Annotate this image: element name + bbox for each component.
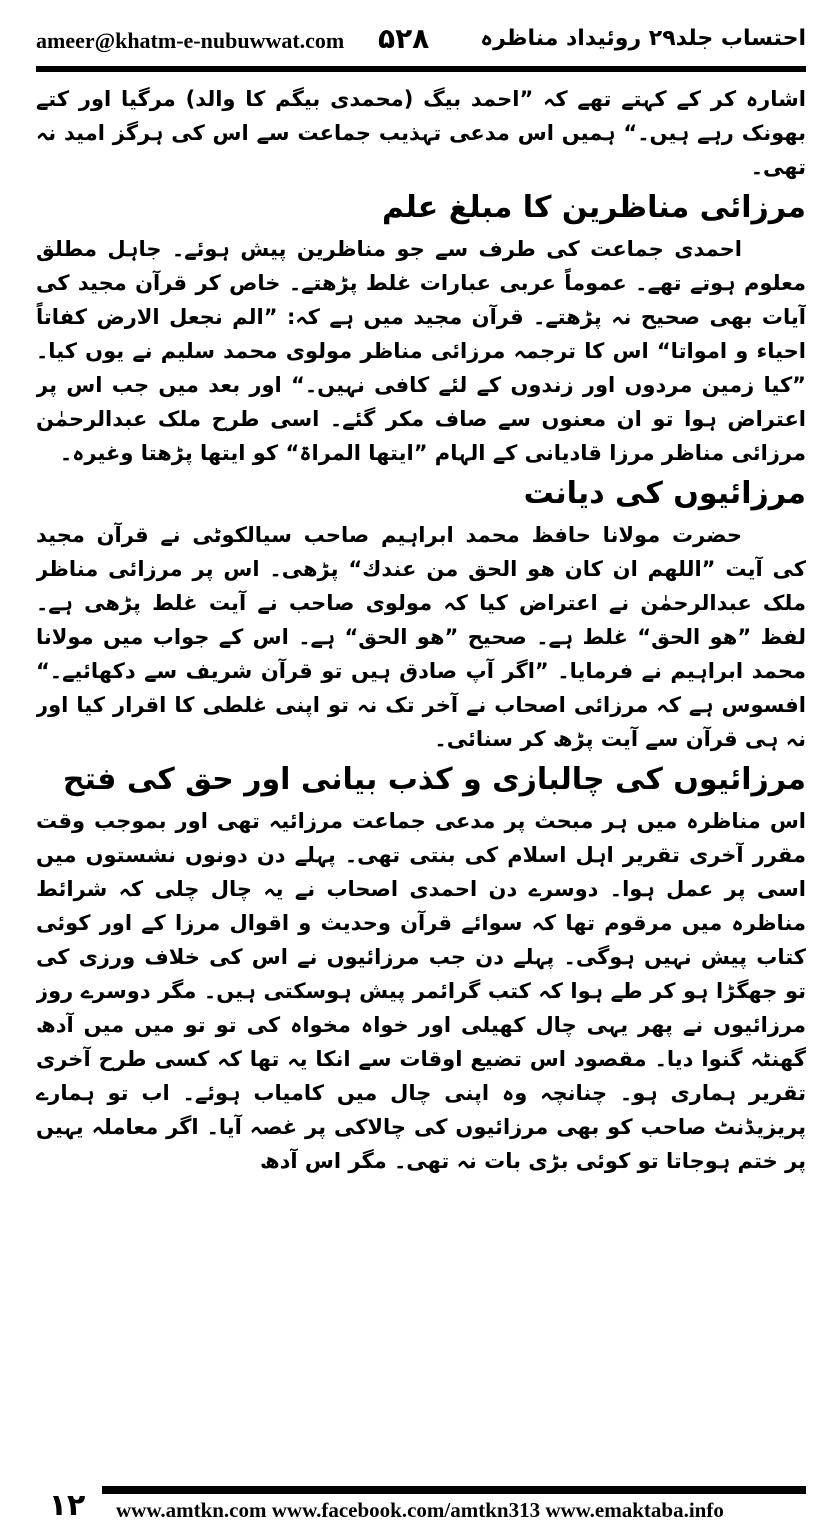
header-rule: [36, 66, 806, 72]
heading-diyanat: مرزائیوں کی دیانت: [523, 476, 806, 511]
page-header: [36, 22, 806, 66]
paragraph-4: اس مناظرہ میں ہر مبحث پر مدعی جماعت مرزائیہ تھی اور بموجب وقت مقرر آخری تقریر اہل اسلام کی بنتی تھی۔ پہلے دن دونوں نشستوں میں اسی پر عمل ہوا۔ دوسرے دن احمدی اصحاب نے یہ چال چلی کہ شرائط مناظرہ میں مرقوم تھا کہ سوائے قرآن وحدیث و اقوال مرزا کے اور کوئی کتاب پیش نہیں ہوگی۔ پہلے دن جب مرزائیوں نے اس کی خلاف ورزی کی تو جھگڑا ہو کر طے ہوا کہ کتب گرائمر پیش ہوسکتی ہیں۔ مگر دوسرے روز مرزائیوں نے پھر یہی چال کھیلی اور خواہ مخواہ کی تو تو میں میں آدھ گھنٹہ گنوا دیا۔ مقصود اس تضیع اوقات سے انکا یہ تھا کہ کسی طرح آخری تقریر ہماری ہو۔ چنانچہ وہ اپنی چال میں کامیاب ہوئے۔ اب تو ہمارے پریزیڈنٹ صاحب کو بھی مرزائیوں کی چالاکی پر غصہ آیا۔ اگر معاملہ یہیں پر ختم ہوجاتا تو کوئی بڑی بات نہ تھی۔ مگر اس آدھ: [36, 809, 806, 1173]
paragraph-2: احمدی جماعت کی طرف سے جو مناظرین پیش ہوئے۔ جاہل مطلق معلوم ہوتے تھے۔ عموماً عربی عبارات غلط پڑھتے۔ خاص کر قرآن مجید کی آیات بھی صحیح نہ پڑھتے۔ قرآن مجید میں ہے کہ: ”الم نجعل الارض كفاتاً احياء و امواتا“ اس کا ترجمہ مرزائی مناظر مولوی محمد سلیم نے یوں کیا۔ ”کیا زمین مردوں اور زندوں کے لئے کافی نہیں۔“ اور بعد میں جب اس پر اعتراض ہوا تو ان معنوں سے صاف مکر گئے۔ اسی طرح ملک عبدالرحمٰن مرزائی مناظر مرزا قادیانی کے الہام ”ایتھا المراۃ“ کو ایتھا پڑھتا وغیرہ۔: [36, 237, 806, 465]
header-email[interactable]: ameer@khatm-e-nubuwwat.com: [36, 28, 345, 53]
paragraph-1: اشارہ کر کے کہتے تھے کہ ”احمد بیگ (محمدی بیگم کا والد) مرگیا اور کتے بھونک رہے ہیں۔“ ہمیں اس مدعی تہذیب جماعت سے اس کی ہرگز امید نہ تھی۔: [36, 87, 806, 179]
footer-number: ۱۲: [48, 1488, 86, 1523]
footer-links[interactable]: www.amtkn.com www.facebook.com/amtkn313 www.emaktaba.info: [116, 1498, 724, 1522]
page-footer: [36, 1486, 806, 1530]
footer-rule: [102, 1486, 806, 1494]
page-body: [36, 82, 806, 1482]
header-title: احتساب جلد۲۹ روئیداد مناظرہ: [480, 26, 806, 51]
paragraph-3: حضرت مولانا حافظ محمد ابراہیم صاحب سیالکوٹی نے قرآن مجید کی آیت ”اللهم ان كان هو الحق من عندك“ پڑھی۔ اس پر مرزائی مناظر ملک عبدالرحمٰن نے اعتراض کیا کہ مولوی صاحب نے آیت غلط پڑھی ہے۔ لفظ ”هو الحق“ غلط ہے۔ صحیح ”هو الحق“ ہے۔ اس کے جواب میں مولانا محمد ابراہیم نے فرمایا۔ ”اگر آپ صادق ہیں تو قرآن شریف سے دکھائیے۔“ افسوس ہے کہ مرزائی اصحاب نے آخر تک نہ تو اپنی غلطی کا اقرار کیا اور نہ ہی قرآن سے آیت پڑھ کر سنائی۔: [36, 523, 806, 751]
heading-chalbazi: مرزائیوں کی چالبازی و کذب بیانی اور حق کی فتح: [62, 762, 806, 797]
heading-mubligh-ilm: مرزائی مناظرین کا مبلغ علم: [382, 190, 806, 225]
header-page-number: ۵۲۸: [378, 22, 430, 55]
